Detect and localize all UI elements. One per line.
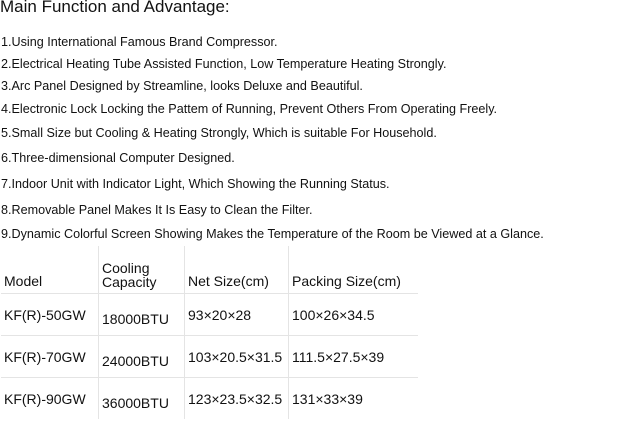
header-net-size: Net Size(cm) [185, 246, 289, 294]
feature-item: 8.Removable Panel Makes It Is Easy to Clean the Filter. [1, 203, 313, 217]
cell-capacity: 18000BTU [99, 294, 185, 336]
feature-item: 3.Arc Panel Designed by Streamline, looks Deluxe and Beautiful. [1, 79, 363, 93]
feature-item: 9.Dynamic Colorful Screen Showing Makes the Temperature of the Room be Viewed at a Glance. [1, 227, 544, 241]
cell-net-size: 103×20.5×31.5 [185, 336, 289, 378]
feature-item: 1.Using International Famous Brand Compressor. [1, 35, 278, 49]
table-row [1, 336, 418, 378]
cell-model: KF(R)-70GW [1, 336, 99, 378]
cell-packing-size: 111.5×27.5×39 [289, 336, 419, 378]
feature-item: 2.Electrical Heating Tube Assisted Function, Low Temperature Heating Strongly. [1, 57, 447, 71]
cell-net-size: 123×23.5×32.5 [185, 378, 289, 420]
spec-table [1, 246, 418, 419]
feature-item: 6.Three-dimensional Computer Designed. [1, 151, 235, 165]
cell-packing-size: 100×26×34.5 [289, 294, 419, 336]
feature-item: 7.Indoor Unit with Indicator Light, Which Showing the Running Status. [1, 177, 390, 191]
feature-item: 5.Small Size but Cooling & Heating Strongly, Which is suitable For Household. [1, 126, 437, 140]
header-capacity-line1: Cooling [102, 260, 150, 276]
cell-packing-size: 131×33×39 [292, 390, 363, 407]
header-capacity [99, 246, 185, 294]
table-row [1, 378, 418, 420]
table-row [1, 294, 418, 336]
header-model: Model [1, 246, 99, 294]
header-capacity-line2: Capacity [102, 274, 157, 290]
page-title: Main Function and Advantage: [0, 0, 230, 16]
cell-capacity: 36000BTU [99, 378, 185, 420]
feature-item: 4.Electronic Lock Locking the Pattem of Running, Prevent Others From Operating Freely. [1, 102, 498, 116]
cell-capacity: 24000BTU [99, 336, 185, 378]
cell-model: KF(R)-50GW [1, 294, 99, 336]
cell-model: KF(R)-90GW [1, 378, 99, 420]
cell-net-size: 93×20×28 [185, 294, 289, 336]
header-packing-size: Packing Size(cm) [289, 246, 419, 294]
table-header-row [1, 246, 418, 294]
